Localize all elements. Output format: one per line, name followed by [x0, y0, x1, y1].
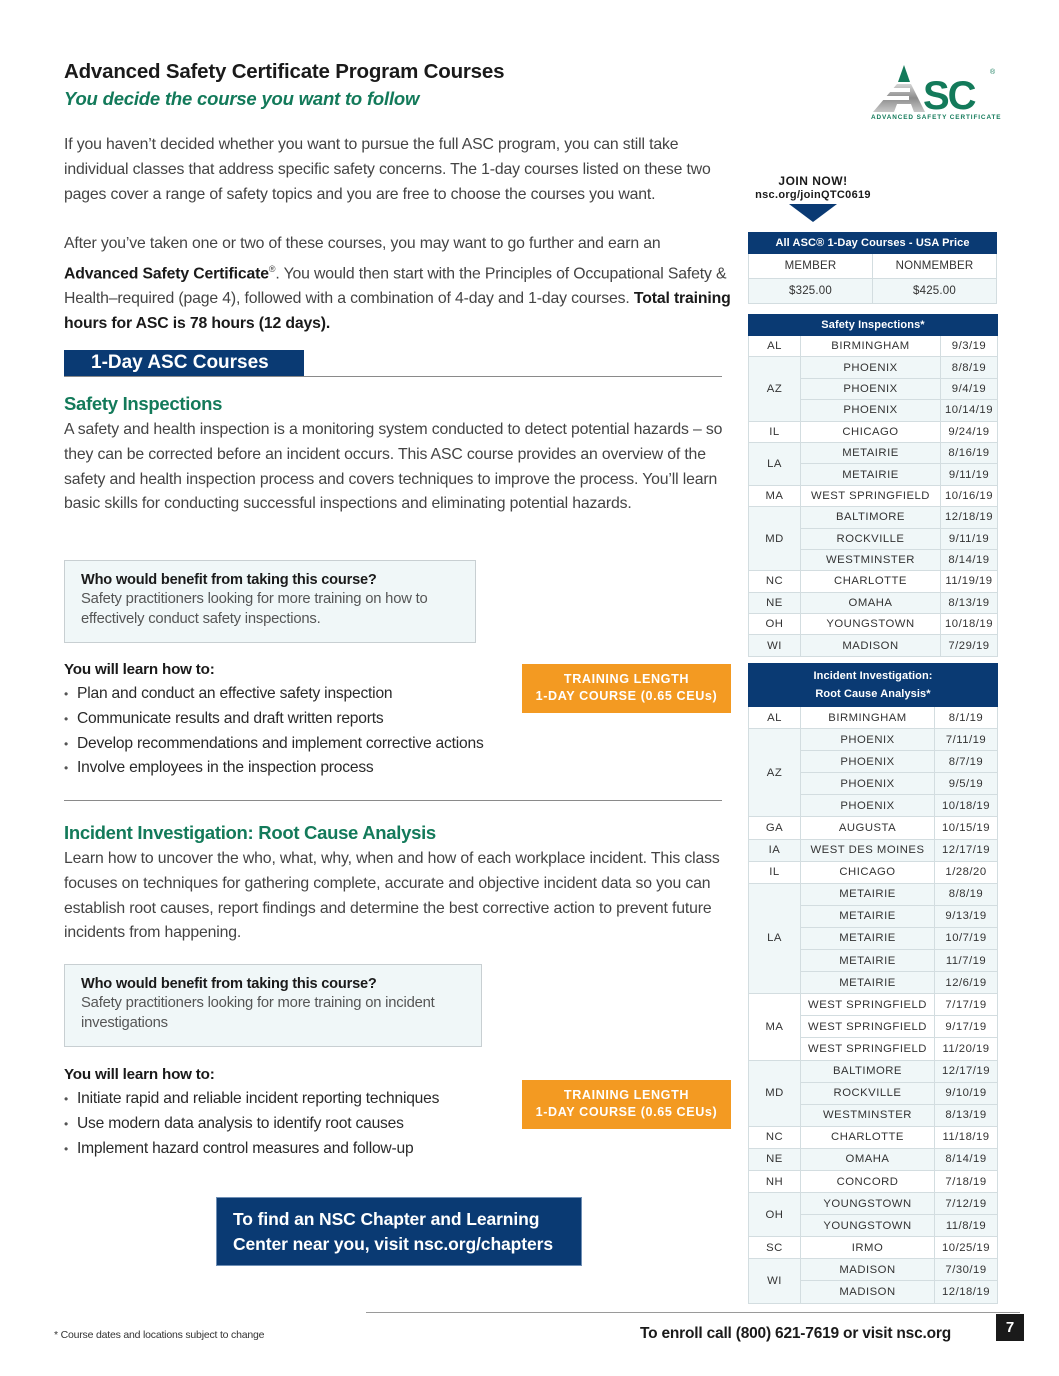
date-cell: 11/18/19: [935, 1126, 998, 1148]
state-cell: AL: [749, 336, 801, 357]
date-cell: 11/19/19: [941, 571, 998, 592]
date-cell: 7/30/19: [935, 1259, 998, 1281]
training-length-label: TRAINING LENGTH: [563, 1088, 690, 1102]
city-cell: WEST SPRINGFIELD: [801, 485, 941, 506]
registered-mark: ®: [268, 263, 276, 274]
nonmember-column-header: NONMEMBER: [873, 254, 997, 279]
page-number: 7: [996, 1314, 1024, 1341]
city-cell: PHOENIX: [801, 357, 941, 378]
intro-asc-bold: Advanced Safety Certificate: [64, 265, 269, 283]
schedule-row: [749, 1126, 998, 1148]
state-cell: IL: [749, 861, 801, 883]
city-cell: YOUNGSTOWN: [801, 1193, 935, 1215]
state-cell: AZ: [749, 729, 801, 817]
state-cell: MA: [749, 485, 801, 506]
date-cell: 7/11/19: [935, 729, 998, 751]
city-cell: CHARLOTTE: [801, 571, 941, 592]
benefit-answer: Safety practitioners looking for more training on how to effectively conduct safety inspections.: [81, 591, 428, 627]
date-cell: 8/8/19: [935, 883, 998, 905]
city-cell: WESTMINSTER: [801, 1104, 935, 1126]
state-cell: LA: [749, 442, 801, 485]
city-cell: PHOENIX: [801, 795, 935, 817]
join-now-title: JOIN NOW!: [778, 174, 848, 188]
schedule-row: [749, 861, 998, 883]
date-cell: 1/28/20: [935, 861, 998, 883]
city-cell: WESTMINSTER: [801, 549, 941, 570]
chapter-finder-callout[interactable]: [216, 1197, 582, 1266]
section-heading: 1-Day ASC Courses: [64, 350, 304, 376]
schedule-row: [749, 507, 998, 528]
city-cell: YOUNGSTOWN: [801, 1215, 935, 1237]
schedule-row: [749, 707, 998, 729]
learn-item: • Communicate results and draft written reports: [64, 707, 484, 732]
safety-inspections-schedule-table: [748, 314, 998, 657]
page-title: Advanced Safety Certificate Program Courses: [64, 60, 505, 83]
section-divider: [64, 376, 722, 377]
schedule-row: [749, 1237, 998, 1259]
date-cell: 9/3/19: [941, 336, 998, 357]
state-cell: NC: [749, 1126, 801, 1148]
date-cell: 8/16/19: [941, 442, 998, 463]
date-cell: 12/6/19: [935, 972, 998, 994]
enroll-info[interactable]: To enroll call (800) 621-7619 or visit nsc.org: [640, 1325, 951, 1342]
schedule-row: [749, 839, 998, 861]
city-cell: OMAHA: [801, 592, 941, 613]
city-cell: METAIRIE: [801, 972, 935, 994]
city-cell: WEST SPRINGFIELD: [801, 1016, 935, 1038]
course-description: Learn how to uncover the who, what, why, when and how of each workplace incident. This class focuses on techniques for gathering complete, accurate and objective incident data so you can establish root causes, report findings and determine the best corrective action to prevent future incidents from happening.: [64, 850, 720, 942]
state-cell: WI: [749, 1259, 801, 1303]
date-cell: 9/11/19: [941, 464, 998, 485]
state-cell: AZ: [749, 357, 801, 421]
city-cell: YOUNGSTOWN: [801, 614, 941, 635]
schedule-row: [749, 485, 998, 506]
date-cell: 10/16/19: [941, 485, 998, 506]
date-cell: 12/17/19: [935, 1060, 998, 1082]
schedule-row: [749, 1060, 998, 1082]
schedule-row: [749, 994, 998, 1016]
training-length-value: 1-DAY COURSE (0.65 CEUs): [535, 689, 718, 703]
date-cell: 7/12/19: [935, 1193, 998, 1215]
city-cell: OMAHA: [801, 1148, 935, 1170]
date-cell: 10/7/19: [935, 927, 998, 949]
date-cell: 9/17/19: [935, 1016, 998, 1038]
date-cell: 9/4/19: [941, 378, 998, 399]
learn-list: [64, 682, 484, 781]
city-cell: BIRMINGHAM: [801, 336, 941, 357]
city-cell: PHOENIX: [801, 773, 935, 795]
state-cell: NE: [749, 592, 801, 613]
schedule-row: [749, 729, 998, 751]
state-cell: IA: [749, 839, 801, 861]
footnote: * Course dates and locations subject to change: [54, 1329, 265, 1341]
schedule-row: [749, 336, 998, 357]
city-cell: MADISON: [801, 1281, 935, 1303]
city-cell: AUGUSTA: [801, 817, 935, 839]
date-cell: 12/18/19: [935, 1281, 998, 1303]
date-cell: 9/11/19: [941, 528, 998, 549]
date-cell: 8/13/19: [935, 1104, 998, 1126]
city-cell: METAIRIE: [801, 442, 941, 463]
city-cell: WEST DES MOINES: [801, 839, 935, 861]
training-length-value: 1-DAY COURSE (0.65 CEUs): [535, 1105, 718, 1119]
city-cell: CHICAGO: [801, 861, 935, 883]
member-price: $325.00: [749, 279, 873, 304]
schedule-table-title: Safety Inspections*: [749, 315, 998, 336]
state-cell: WI: [749, 635, 801, 656]
intro-paragraph-2: [64, 232, 732, 336]
schedule-table-title: [749, 664, 998, 707]
benefit-question: Who would benefit from taking this course?: [81, 572, 377, 588]
benefit-box: [64, 964, 482, 1047]
date-cell: 9/5/19: [935, 773, 998, 795]
page-subtitle: You decide the course you want to follow: [64, 88, 420, 109]
state-cell: MD: [749, 507, 801, 571]
schedule-row: [749, 1170, 998, 1192]
learn-list: [64, 1087, 439, 1161]
date-cell: 8/1/19: [935, 707, 998, 729]
schedule-row: [749, 592, 998, 613]
date-cell: 9/24/19: [941, 421, 998, 442]
date-cell: 8/7/19: [935, 751, 998, 773]
arrow-down-icon: [789, 204, 837, 222]
city-cell: WEST SPRINGFIELD: [801, 1038, 935, 1060]
course-description: A safety and health inspection is a monitoring system conducted to detect potential hazards – so they can be corrected before an incident occurs. This ASC course provides an overview of the safety and health inspection process and covers techniques to improve the process. You’ll learn basic skills for conducting successful inspections and eliminating potential hazards.: [64, 421, 723, 513]
schedule-row: [749, 571, 998, 592]
learn-item: • Involve employees in the inspection process: [64, 756, 484, 781]
city-cell: ROCKVILLE: [801, 528, 941, 549]
asc-logo: [868, 62, 1002, 126]
intro-text: After you’ve taken one or two of these courses, you may want to go further and earn an: [64, 235, 661, 252]
date-cell: 8/8/19: [941, 357, 998, 378]
logo-tagline: ADVANCED SAFETY CERTIFICATE: [871, 114, 1002, 121]
state-cell: LA: [749, 883, 801, 993]
price-table: [748, 232, 997, 304]
city-cell: BIRMINGHAM: [801, 707, 935, 729]
city-cell: PHOENIX: [801, 751, 935, 773]
city-cell: ROCKVILLE: [801, 1082, 935, 1104]
state-cell: MD: [749, 1060, 801, 1126]
date-cell: 9/10/19: [935, 1082, 998, 1104]
logo-peak-shape: [898, 65, 910, 82]
city-cell: PHOENIX: [801, 378, 941, 399]
state-cell: NE: [749, 1148, 801, 1170]
training-length-badge: [522, 664, 731, 713]
date-cell: 11/8/19: [935, 1215, 998, 1237]
schedule-row: [749, 1259, 998, 1281]
date-cell: 10/14/19: [941, 400, 998, 421]
join-now-callout[interactable]: [745, 174, 881, 222]
date-cell: 8/14/19: [941, 549, 998, 570]
city-cell: WEST SPRINGFIELD: [801, 994, 935, 1016]
learn-heading: You will learn how to:: [64, 661, 215, 678]
learn-item: • Use modern data analysis to identify root causes: [64, 1112, 439, 1137]
state-cell: NH: [749, 1170, 801, 1192]
city-cell: METAIRIE: [801, 927, 935, 949]
training-length-label: TRAINING LENGTH: [563, 672, 690, 686]
city-cell: METAIRIE: [801, 464, 941, 485]
nonmember-price: $425.00: [873, 279, 997, 304]
benefit-box: [64, 560, 476, 643]
date-cell: 11/7/19: [935, 950, 998, 972]
city-cell: BALTIMORE: [801, 507, 941, 528]
city-cell: CHARLOTTE: [801, 1126, 935, 1148]
schedule-row: [749, 421, 998, 442]
city-cell: IRMO: [801, 1237, 935, 1259]
city-cell: MADISON: [801, 635, 941, 656]
date-cell: 10/15/19: [935, 817, 998, 839]
schedule-row: [749, 817, 998, 839]
schedule-row: [749, 357, 998, 378]
intro-paragraph-1: If you haven’t decided whether you want to pursue the full ASC program, you can still take individual classes that address specific safety concerns. The 1-day courses listed on these two pages cover a range of safety topics and you are free to choose the courses you want.: [64, 136, 711, 203]
date-cell: 10/25/19: [935, 1237, 998, 1259]
learn-item: • Develop recommendations and implement corrective actions: [64, 732, 484, 757]
state-cell: OH: [749, 1193, 801, 1237]
price-table-header: All ASC® 1-Day Courses - USA Price: [749, 233, 997, 254]
schedule-row: [749, 442, 998, 463]
member-column-header: MEMBER: [749, 254, 873, 279]
schedule-title-line: Incident Investigation:: [813, 670, 933, 682]
learn-heading: You will learn how to:: [64, 1066, 215, 1083]
date-cell: 12/17/19: [935, 839, 998, 861]
date-cell: 7/18/19: [935, 1170, 998, 1192]
state-cell: SC: [749, 1237, 801, 1259]
city-cell: PHOENIX: [801, 729, 935, 751]
intro-text: . You would then start with the Principles of Occupational Safety & Health–required (page 4), followed with a combination of 4-day and 1-day courses.: [64, 265, 727, 307]
state-cell: NC: [749, 571, 801, 592]
logo-registered-mark: ®: [990, 69, 996, 76]
state-cell: OH: [749, 614, 801, 635]
logo-sc-text: SC: [923, 74, 975, 112]
date-cell: 8/13/19: [941, 592, 998, 613]
date-cell: 7/17/19: [935, 994, 998, 1016]
city-cell: METAIRIE: [801, 883, 935, 905]
asc-logo-mark: [868, 62, 998, 112]
state-cell: IL: [749, 421, 801, 442]
schedule-row: [749, 635, 998, 656]
course-divider: [64, 800, 722, 801]
date-cell: 10/18/19: [935, 795, 998, 817]
schedule-row: [749, 883, 998, 905]
course-title-incident-investigation: Incident Investigation: Root Cause Analysis: [64, 822, 436, 843]
date-cell: 7/29/19: [941, 635, 998, 656]
chapter-callout-line: To find an NSC Chapter and Learning: [233, 1209, 540, 1229]
footer-divider: [366, 1312, 1020, 1313]
training-length-badge: [522, 1080, 731, 1129]
date-cell: 11/20/19: [935, 1038, 998, 1060]
date-cell: 12/18/19: [941, 507, 998, 528]
chapter-callout-link[interactable]: Center near you, visit nsc.org/chapters: [233, 1234, 553, 1254]
learn-item: • Implement hazard control measures and follow-up: [64, 1137, 439, 1162]
learn-item: • Initiate rapid and reliable incident reporting techniques: [64, 1087, 439, 1112]
state-cell: MA: [749, 994, 801, 1060]
schedule-row: [749, 1193, 998, 1215]
schedule-row: [749, 1148, 998, 1170]
join-now-link[interactable]: nsc.org/joinQTC0619: [755, 189, 871, 201]
date-cell: 8/14/19: [935, 1148, 998, 1170]
incident-investigation-schedule-table: [748, 663, 998, 1304]
city-cell: CHICAGO: [801, 421, 941, 442]
city-cell: METAIRIE: [801, 905, 935, 927]
city-cell: MADISON: [801, 1259, 935, 1281]
schedule-row: [749, 614, 998, 635]
city-cell: PHOENIX: [801, 400, 941, 421]
date-cell: 9/13/19: [935, 905, 998, 927]
course-title-safety-inspections: Safety Inspections: [64, 393, 223, 414]
state-cell: AL: [749, 707, 801, 729]
date-cell: 10/18/19: [941, 614, 998, 635]
benefit-question: Who would benefit from taking this course?: [81, 976, 377, 992]
intro-total-hours: Total training hours for ASC is 78 hours (12 days).: [64, 289, 731, 332]
learn-item: • Plan and conduct an effective safety inspection: [64, 682, 484, 707]
city-cell: BALTIMORE: [801, 1060, 935, 1082]
state-cell: GA: [749, 817, 801, 839]
city-cell: CONCORD: [801, 1170, 935, 1192]
city-cell: METAIRIE: [801, 950, 935, 972]
schedule-title-line: Root Cause Analysis*: [815, 688, 931, 700]
benefit-answer: Safety practitioners looking for more training on incident investigations: [81, 995, 435, 1031]
